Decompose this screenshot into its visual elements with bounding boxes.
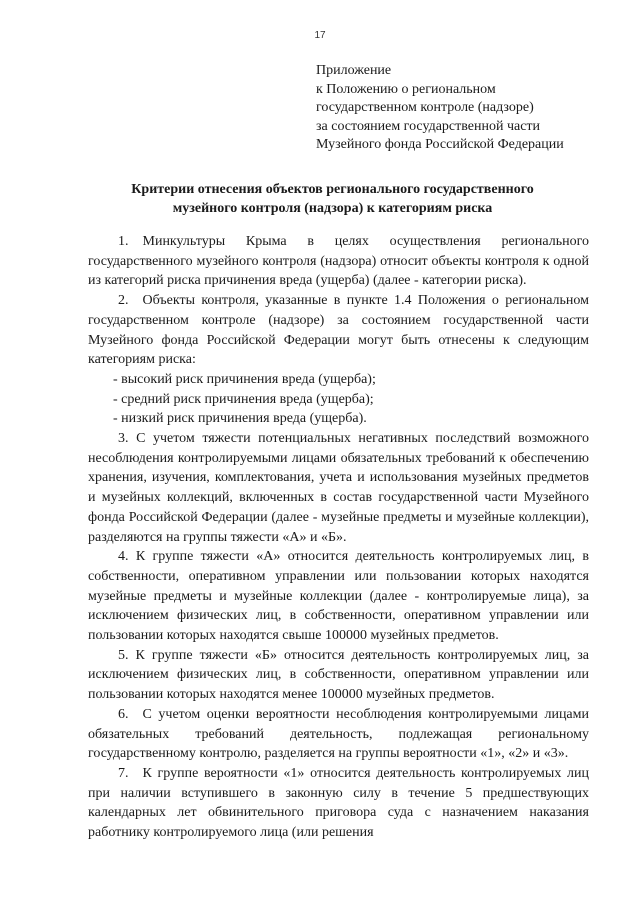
appendix-line: Музейного фонда Российской Федерации bbox=[316, 137, 564, 152]
appendix-header bbox=[316, 62, 616, 155]
appendix-line: к Положению о региональном bbox=[316, 81, 496, 97]
list-item-high-risk: - высокий риск причинения вреда (ущерба); bbox=[113, 371, 376, 387]
paragraph-7: 7. К группе вероятности «1» относится деятельность контролируемых лиц при наличии вступившего в законную силу в течение 5 предшествующих календарных лет обвинительного приговора суда с назначением наказания работнику контролируемого лица (или решения bbox=[88, 765, 589, 841]
appendix-line: государственном контроле (надзоре) bbox=[316, 100, 534, 115]
paragraph-5: 5. К группе тяжести «Б» относится деятельность контролируемых лиц, за исключением физических лиц, в собственности, оперативном управлении или пользовании которых находятся менее 100000 музейных предметов. bbox=[88, 647, 589, 703]
document-body bbox=[88, 232, 589, 843]
paragraph-6: 6. С учетом оценки вероятности несоблюдения контролируемыми лицами обязательных требований деятельность, подлежащая региональному государственному контролю, разделяется на группы вероятности «1», «2» и «3». bbox=[88, 706, 589, 762]
appendix-line: за состоянием государственной части bbox=[316, 118, 541, 134]
title-line: Критерии отнесения объектов регионального государственного bbox=[131, 182, 534, 197]
list-item-medium-risk: - средний риск причинения вреда (ущерба); bbox=[113, 391, 374, 407]
paragraph-3: 3. С учетом тяжести потенциальных негативных последствий возможного несоблюдения контролируемыми лицами обязательных требований к обеспечению хранения, изучения, комплектования, учета и использования музейных предметов и музейных коллекций, включенных в состав государственной части Музейного фонда Российской Федерации (далее - музейные предметы и музейные коллекции), разделяются на группы тяжести «А» и «Б». bbox=[88, 431, 589, 545]
page-number: 17 bbox=[314, 30, 326, 41]
paragraph-1: 1. Минкультуры Крыма в целях осуществления регионального государственного музейного контроля (надзора) относит объекты контроля к одной из категорий риска причинения вреда (ущерба) (далее - категории риска). bbox=[88, 234, 589, 289]
document-title bbox=[60, 180, 605, 218]
list-item-low-risk: - низкий риск причинения вреда (ущерба). bbox=[113, 411, 367, 427]
appendix-line: Приложение bbox=[316, 63, 392, 78]
paragraph-2: 2. Объекты контроля, указанные в пункте 1.4 Положения о региональном государственном контроле (надзоре) за состоянием государственной части Музейного фонда Российской Федерации могут быть отнесены к следующим категориям риска: bbox=[88, 293, 589, 368]
title-line: музейного контроля (надзора) к категориям риска bbox=[172, 201, 493, 216]
paragraph-4: 4. К группе тяжести «А» относится деятельность контролируемых лиц, в собственности, оперативном управлении или пользовании которых находятся музейные предметы и музейные коллекции (далее - контролируемые лица), за исключением физических лиц, в собственности, оперативном управлении или пользовании которых находятся свыше 100000 музейных предметов. bbox=[88, 549, 589, 644]
